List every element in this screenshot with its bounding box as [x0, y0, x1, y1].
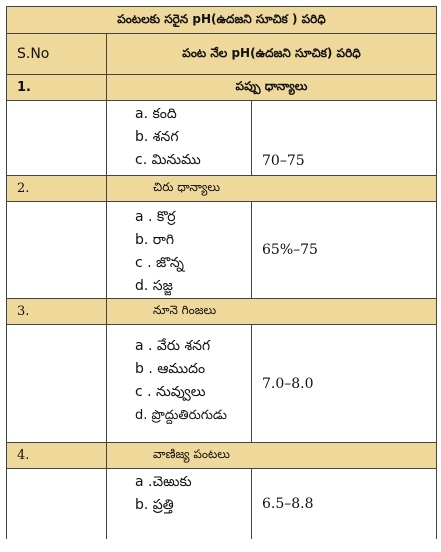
- list-item: a. కంది: [135, 106, 177, 122]
- category-row: [7, 299, 437, 325]
- empty-cell: [7, 325, 107, 443]
- list-item: b. ప్రత్తి: [135, 497, 174, 513]
- ph-value: 65%–75: [252, 202, 437, 299]
- category-row: [7, 443, 437, 469]
- empty-cell: [7, 469, 107, 539]
- list-item: b . ఆముదం: [135, 361, 206, 377]
- crop-list: [107, 101, 252, 176]
- category-number: 4.: [7, 443, 107, 469]
- list-item: a . కొర్ర: [135, 209, 176, 225]
- category-row: [7, 75, 437, 101]
- category-row: [7, 176, 437, 202]
- table-title: పంటలకు సరైన pH(ఉదజని సూచిక ) పరిధి: [7, 7, 437, 34]
- crop-row: [7, 469, 437, 539]
- crop-list: [107, 469, 252, 539]
- list-item: a .చెఱుకు: [135, 474, 192, 490]
- crop-list: [107, 325, 252, 443]
- list-item: c . నువ్వులు: [135, 384, 206, 400]
- ph-value: 6.5–8.8: [252, 469, 437, 539]
- header-row: [7, 34, 437, 75]
- ph-value: 70–75: [252, 101, 437, 176]
- category-name: నూనె గింజలు: [107, 299, 437, 325]
- category-number: 3.: [7, 299, 107, 325]
- crop-row: [7, 202, 437, 299]
- category-name: వాణిజ్య పంటలు: [107, 443, 437, 469]
- category-number: 2.: [7, 176, 107, 202]
- ph-range-table: [6, 6, 437, 539]
- category-number: 1.: [7, 75, 107, 101]
- ph-value: 7.0–8.0: [252, 325, 437, 443]
- crop-row: [7, 101, 437, 176]
- crop-list: [107, 202, 252, 299]
- empty-cell: [7, 202, 107, 299]
- list-item: a . వేరు శనగ: [135, 338, 211, 354]
- category-name: పప్పు ధాన్యాలు: [107, 75, 437, 101]
- table-title-row: [7, 7, 437, 34]
- header-crop-ph: పంట నేల pH(ఉదజని సూచిక) పరిధి: [107, 34, 437, 75]
- list-item: b. శనగ: [135, 129, 179, 145]
- list-item: c. మినుము: [135, 152, 201, 168]
- list-item: b. రాగి: [135, 232, 175, 248]
- category-name: చిరు ధాన్యాలు: [107, 176, 437, 202]
- crop-row: [7, 325, 437, 443]
- list-item: d. సజ్జ: [135, 278, 173, 294]
- empty-cell: [7, 101, 107, 176]
- list-item: d. ప్రొద్దుతిరుగుడు: [135, 408, 227, 423]
- list-item: c . జొన్న: [135, 255, 184, 271]
- header-sno: S.No: [7, 34, 107, 75]
